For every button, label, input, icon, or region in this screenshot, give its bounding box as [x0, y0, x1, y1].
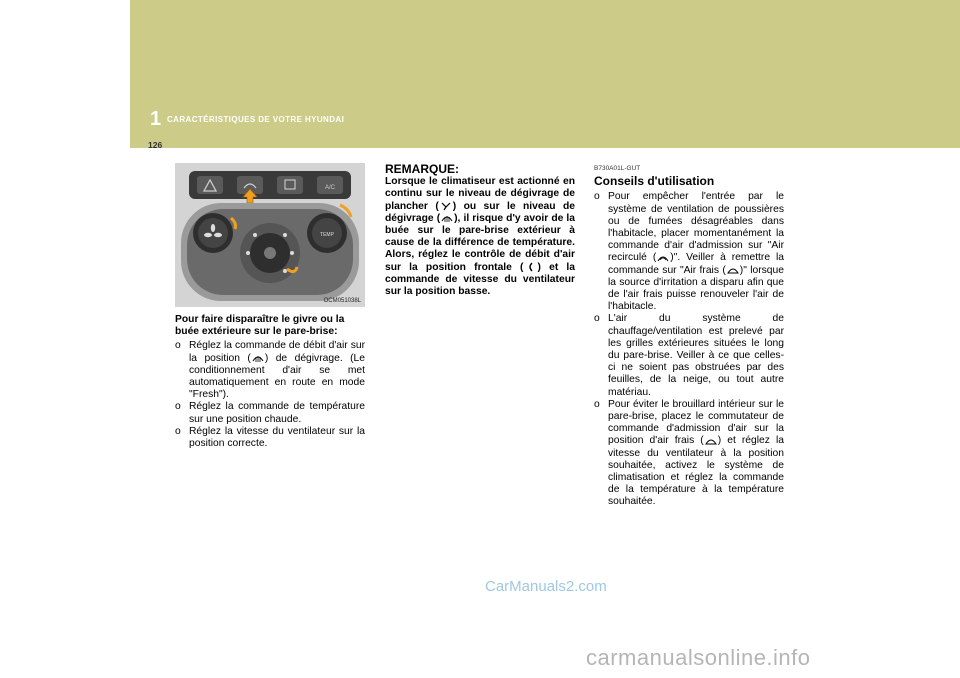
- list-item: [175, 401, 365, 425]
- chapter-title: CARACTÉRISTIQUES DE VOTRE HYUNDAI: [167, 115, 345, 124]
- item-text: Réglez la vitesse du ventilateur sur la position correcte.: [189, 425, 365, 450]
- list-item: [594, 313, 784, 398]
- climate-control-figure: [175, 163, 365, 307]
- item-text: Pour éviter le brouillard intérieur sur le pare-brise, placez le commutateur de commande d'admission d'air sur la position d'air frais (: [608, 398, 784, 447]
- face-vent-icon: [524, 262, 538, 272]
- temp-label: TEMP: [320, 232, 334, 238]
- left-column: [175, 314, 365, 450]
- rear-defrost-button: [277, 176, 303, 194]
- figure-code: OCM051038L: [323, 298, 361, 304]
- remark-column: [385, 163, 575, 298]
- bullet: o: [175, 425, 181, 437]
- left-heading: Pour faire disparaître le givre ou la buée extérieure sur le pare-brise:: [175, 314, 345, 338]
- remark-part: ) et la commande de vitesse du ventilateur sur la position basse.: [385, 261, 575, 298]
- bullet: o: [175, 340, 181, 352]
- item-text: ) de dégivrage. (Le conditionnement d'air se met automatiquement en route en mode "Fresh").: [189, 352, 366, 401]
- item-text: )". Veiller à remettre la commande sur "Air frais (: [608, 252, 785, 276]
- list-item: [175, 426, 365, 450]
- recirculated-air-icon: [656, 253, 670, 263]
- remark-part: ) ou sur le niveau de dégivrage (: [385, 200, 575, 224]
- item-text: ) et réglez la vitesse du ventilateur à la position souhaitée, activez le système de climatisation et réglez la commande de la température à la température souhaitée.: [608, 435, 784, 508]
- item-text: L'air du système de chauffage/ventilation est prelevé par les grilles extérieures situées le long du pare-brise. Veiller à ce que celles-ci ne soient pas obstruées par des feuilles, de la neige, ou tout autre matériau.: [608, 313, 784, 398]
- bullet: o: [594, 398, 600, 410]
- ac-label: A/C: [324, 185, 336, 191]
- fresh-air-icon: [726, 265, 740, 275]
- header-banner: [130, 0, 960, 148]
- page-tab: [0, 132, 60, 152]
- remark-part: Lorsque le climatiseur est actionné en continu sur le niveau de dégivrage de plancher (: [385, 176, 575, 212]
- carmanuals-watermark: CarManuals2.com: [485, 578, 607, 595]
- list-item: [594, 191, 784, 313]
- bullet: o: [594, 313, 600, 325]
- left-list: [175, 340, 365, 450]
- item-text: Pour empêcher l'entrée par le système de ventilation de poussières ou de fumées désagréables dans l'habitacle, placer momentanément la commande d'air d'admission sur "Air recirculé (: [608, 191, 784, 264]
- floor-defrost-icon: [439, 201, 453, 211]
- item-text: )" lorsque la source d'irritation a disparu afin que de l'air frais puisse renouveler l'air de l'habitacle.: [608, 264, 784, 313]
- tips-column: [594, 163, 784, 509]
- mode-knob-center: [264, 247, 276, 259]
- section-title: Conseils d'utilisation: [594, 174, 715, 189]
- defrost-icon: [251, 353, 265, 363]
- remark-title: REMARQUE:: [385, 162, 459, 176]
- remark-part: ), il risque d'y avoir de la buée sur le pare-brise extérieur à cause de la différence de température. Alors, réglez le contrôle de débit d'air sur la position frontale (: [385, 212, 575, 273]
- remark-text: [385, 176, 575, 298]
- list-item: [594, 399, 784, 509]
- page-number: 126: [148, 140, 163, 150]
- list-item: [175, 340, 365, 401]
- section-code: B730A01L-GUT: [594, 165, 641, 172]
- bullet: o: [175, 401, 181, 413]
- item-text: Réglez la commande de température sur une position chaude.: [189, 401, 365, 425]
- item-text: Réglez la commande de débit d'air sur la position (: [189, 340, 365, 364]
- bullet: o: [594, 191, 600, 203]
- defrost-icon: [440, 213, 454, 223]
- tips-list: [594, 191, 784, 508]
- footer-watermark: carmanualsonline.info: [586, 645, 811, 670]
- climate-panel-illustration: [175, 163, 365, 307]
- fan-knob-face: [198, 218, 228, 248]
- chapter-number: 1: [150, 108, 162, 130]
- fresh-air-icon: [704, 436, 718, 446]
